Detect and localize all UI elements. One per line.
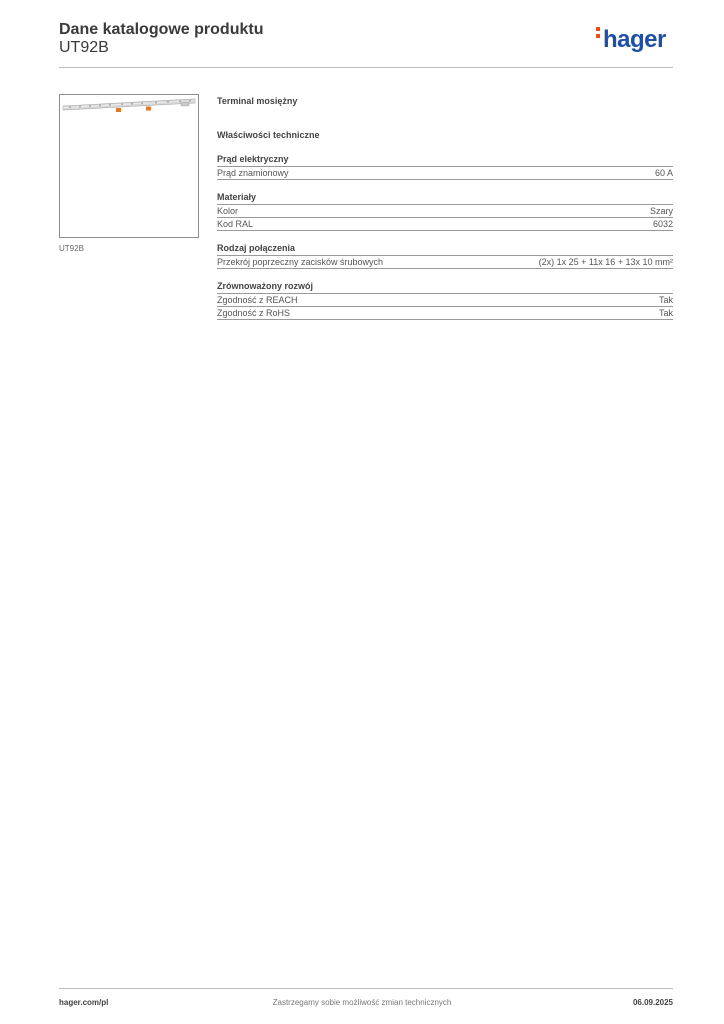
spec-value: Tak [658,295,673,305]
spec-label: Zgodność z RoHS [217,308,291,318]
spec-value: Szary [649,206,673,216]
spec-row [217,307,673,320]
spec-label: Zgodność z REACH [217,295,298,305]
spec-value: 60 A [654,168,673,178]
group-title: Prąd elektryczny [217,153,673,167]
spec-label: Prąd znamionowy [217,168,289,178]
product-name: Terminal mosiężny [217,96,298,106]
image-caption: UT92B [59,244,84,253]
product-code: UT92B [59,39,109,56]
spec-row [217,205,673,218]
group-title: Materiały [217,191,673,205]
product-image [59,94,199,238]
hager-logo[interactable] [596,26,666,54]
spec-value: Tak [658,308,673,318]
logo-text: hager [603,26,666,53]
section-title: Właściwości techniczne [217,130,320,140]
spec-group-materials [217,191,673,231]
spec-row [217,218,673,231]
spec-label: Przekrój poprzeczny zacisków śrubowych [217,257,384,267]
spec-row [217,294,673,307]
spec-group-sustainability [217,280,673,320]
header-divider [59,67,673,68]
spec-content [217,94,673,320]
logo-dots-icon [596,27,600,41]
footer-website-link[interactable]: hager.com/pl [59,998,109,1007]
group-title: Rodzaj połączenia [217,242,673,256]
footer-disclaimer: Zastrzegamy sobie możliwość zmian technicznych [272,998,452,1007]
group-title: Zrównoważony rozwój [217,280,673,294]
spec-group-electric [217,153,673,180]
spec-row [217,167,673,180]
spec-label: Kod RAL [217,219,254,229]
footer-date: 06.09.2025 [632,998,673,1007]
footer-divider [59,988,673,989]
spec-value: (2x) 1x 25 + 11x 16 + 13x 10 mm² [538,257,673,267]
spec-row [217,256,673,269]
spec-value: 6032 [652,219,673,229]
brass-terminal-image [60,95,198,237]
spec-label: Kolor [217,206,239,216]
spec-group-connection [217,242,673,269]
page-title: Dane katalogowe produktu [59,21,264,38]
